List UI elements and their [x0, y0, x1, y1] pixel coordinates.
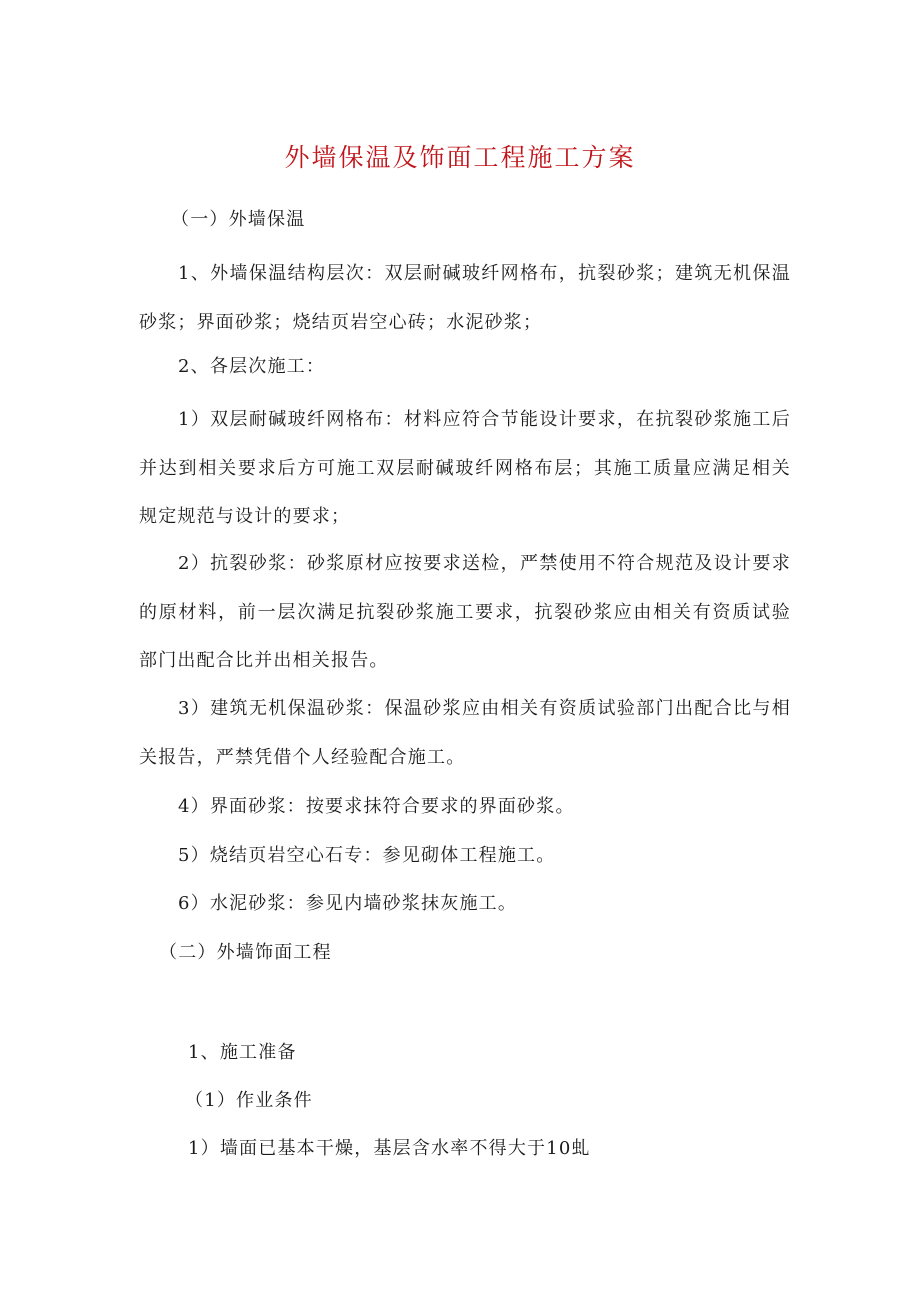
paragraph-construction-prep: 1、施工准备 [188, 1042, 297, 1063]
paragraph-hollow-brick: 5）烧结页岩空心石专：参见砌体工程施工。 [178, 845, 556, 866]
paragraph-insulation-mortar: 3）建筑无机保温砂浆：保温砂浆应由相关有资质试验部门出配合比与相关报告，严禁凭借个人经验配合施工。 [139, 698, 791, 768]
paragraph-wall-dryness: 1）墙面已基本干燥，基层含水率不得大于10虬 [188, 1138, 591, 1159]
section-heading-1: （一）外墙保温 [171, 209, 306, 230]
paragraph-interface-mortar: 4）界面砂浆：按要求抹符合要求的界面砂浆。 [178, 796, 575, 817]
section-heading-2: （二）外墙饰面工程 [159, 942, 332, 963]
paragraph-crack-resistant-mortar: 2）抗裂砂浆：砂浆原材应按要求送检，严禁使用不符合规范及设计要求的原材料，前一层次满足抗裂砂浆施工要求，抗裂砂浆应由相关有资质试验部门出配合比并出相关报告。 [139, 553, 791, 671]
paragraph-structure-layers: 1、外墙保温结构层次：双层耐碱玻纤网格布，抗裂砂浆；建筑无机保温砂浆；界面砂浆；烧结页岩空心砖；水泥砂浆； [139, 263, 791, 333]
paragraph-cement-mortar: 6）水泥砂浆：参见内墙砂浆抹灰施工。 [178, 893, 518, 914]
document-title: 外墙保温及饰面工程施工方案 [284, 143, 636, 172]
paragraph-mesh-cloth: 1）双层耐碱玻纤网格布：材料应符合节能设计要求，在抗裂砂浆施工后并达到相关要求后方可施工双层耐碱玻纤网格布层；其施工质量应满足相关规定规范与设计的要求； [139, 409, 791, 527]
paragraph-working-conditions: （1）作业条件 [185, 1090, 313, 1111]
paragraph-layer-construction: 2、各层次施工： [178, 356, 326, 377]
